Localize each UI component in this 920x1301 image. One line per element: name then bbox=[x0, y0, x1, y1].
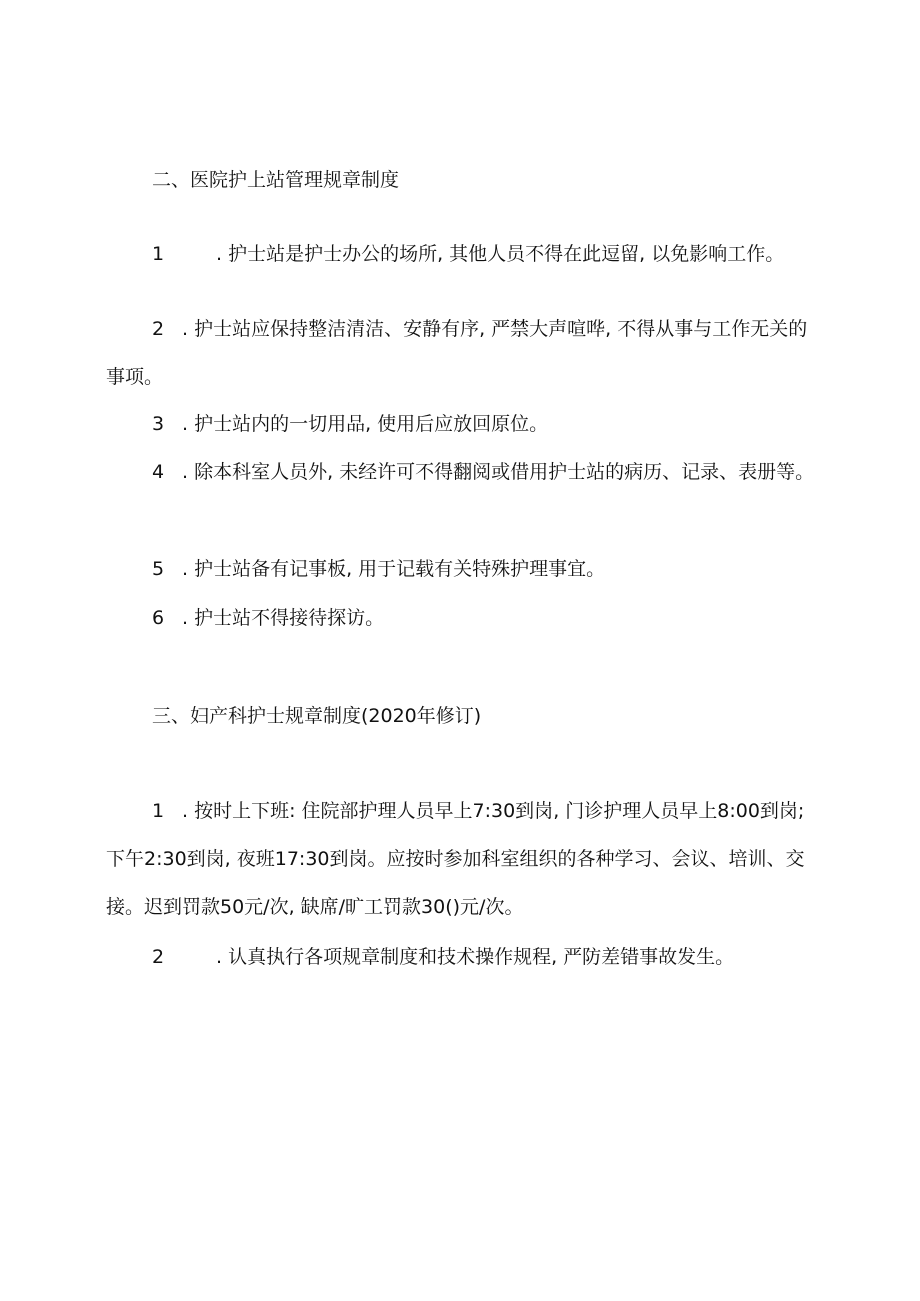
item-text: . 认真执行各项规章制度和技术操作规程, 严防差错事故发生。 bbox=[216, 946, 735, 968]
item-text: . 护士站备有记事板, 用于记载有关特殊护理事宜。 bbox=[182, 558, 606, 580]
section-3-item-1 bbox=[106, 787, 818, 931]
item-text: . 除本科室人员外, 未经许可不得翻阅或借用护士站的病历、记录、表册等。 bbox=[182, 461, 815, 483]
item-text: . 护士站应保持整洁清洁、安静有序, 严禁大声喧哗, 不得从事与工作无关的事项。 bbox=[106, 318, 808, 388]
item-number: 2 bbox=[152, 318, 165, 340]
section-2-item-1 bbox=[106, 230, 818, 278]
section-3-heading: 三、妇产科护士规章制度(2020年修订) bbox=[152, 705, 482, 727]
section-2-item-5 bbox=[106, 545, 818, 593]
section-2-item-4 bbox=[106, 448, 818, 496]
item-text: . 护士站内的一切用品, 使用后应放回原位。 bbox=[182, 413, 549, 435]
item-number: 6 bbox=[152, 607, 165, 629]
section-2-item-3 bbox=[106, 400, 818, 448]
section-3-item-2 bbox=[106, 933, 818, 981]
item-number: 1 bbox=[152, 800, 165, 822]
item-number: 4 bbox=[152, 461, 165, 483]
item-number: 5 bbox=[152, 558, 165, 580]
item-number: 2 bbox=[152, 946, 165, 968]
item-number: 3 bbox=[152, 413, 165, 435]
item-number: 1 bbox=[152, 243, 165, 265]
item-text: . 护士站是护士办公的场所, 其他人员不得在此逗留, 以免影响工作。 bbox=[216, 243, 785, 265]
section-2-heading: 二、医院护上站管理规章制度 bbox=[152, 169, 400, 191]
section-2-item-6 bbox=[106, 594, 818, 642]
item-text: . 护士站不得接待探访。 bbox=[182, 607, 385, 629]
item-text: . 按时上下班: 住院部护理人员早上7:30到岗, 门诊护理人员早上8:00到岗; 下午2:30到岗, 夜班17:30到岗。应按时参加科室组织的各种学习、会议、培训、交接。迟到罚款50元/次, 缺席/旷工罚款30()元/次。 bbox=[106, 800, 805, 918]
section-2-item-2 bbox=[106, 305, 818, 401]
